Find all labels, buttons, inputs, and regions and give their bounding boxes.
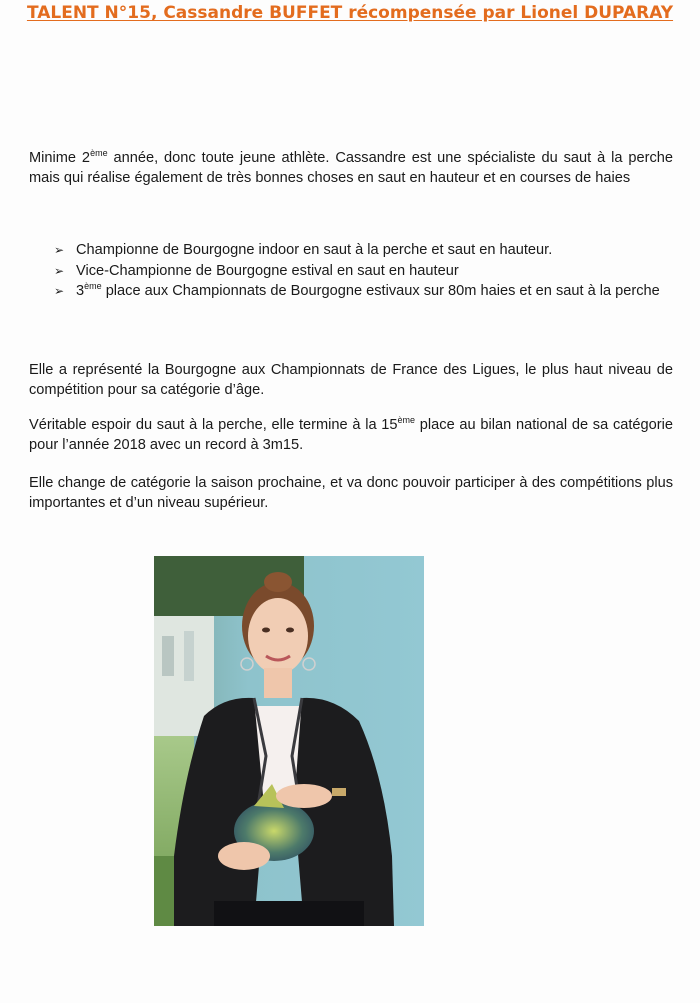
arrow-bullet-icon: ➢ [54, 263, 65, 278]
achievement-text-end: place aux Championnats de Bourgogne estivaux sur 80m haies et en saut à la perche [101, 283, 660, 299]
ranking-text-start: Véritable espoir du saut à la perche, elle termine à la 15 [29, 417, 398, 433]
arrow-bullet-icon: ➢ [54, 284, 65, 298]
ranking-text-end: place au bilan national de sa catégorie pour l’année 2018 avec un record à 3m15. [29, 417, 673, 453]
page-title: TALENT N°15, Cassandre BUFFET récompensée par Lionel DUPARAY [26, 3, 674, 23]
achievement-superscript: ème [84, 281, 102, 291]
representation-paragraph: Elle a représenté la Bourgogne aux Championnats de France des Ligues, le plus haut niveau de compétition pour sa catégorie d’âge. [29, 362, 673, 398]
achievements-list [54, 240, 674, 302]
list-item [54, 240, 674, 261]
next-season-paragraph: Elle change de catégorie la saison prochaine, et va donc pouvoir participer à des compétitions plus importantes et d’un niveau supérieur. [29, 475, 673, 511]
ranking-paragraph [29, 415, 673, 455]
intro-paragraph [29, 148, 673, 188]
ranking-superscript: ème [397, 415, 416, 425]
achievement-text: Championne de Bourgogne indoor en saut à la perche et saut en hauteur. [76, 242, 553, 258]
intro-text-start: Minime 2 [29, 150, 91, 166]
list-item [54, 261, 674, 282]
list-item [54, 281, 674, 302]
athlete-photo-illustration [154, 556, 424, 926]
intro-text-end: année, donc toute jeune athlète. Cassandre est une spécialiste du saut à la perche mais qui réalise également de très bonnes choses en saut en hauteur et en courses de haies [29, 150, 674, 186]
achievement-text: Vice-Championne de Bourgogne estival en saut en hauteur [76, 262, 459, 279]
achievement-text: 3 [76, 283, 85, 299]
intro-superscript: ème [90, 148, 108, 158]
athlete-photo [154, 556, 424, 926]
arrow-bullet-icon: ➢ [54, 243, 65, 257]
